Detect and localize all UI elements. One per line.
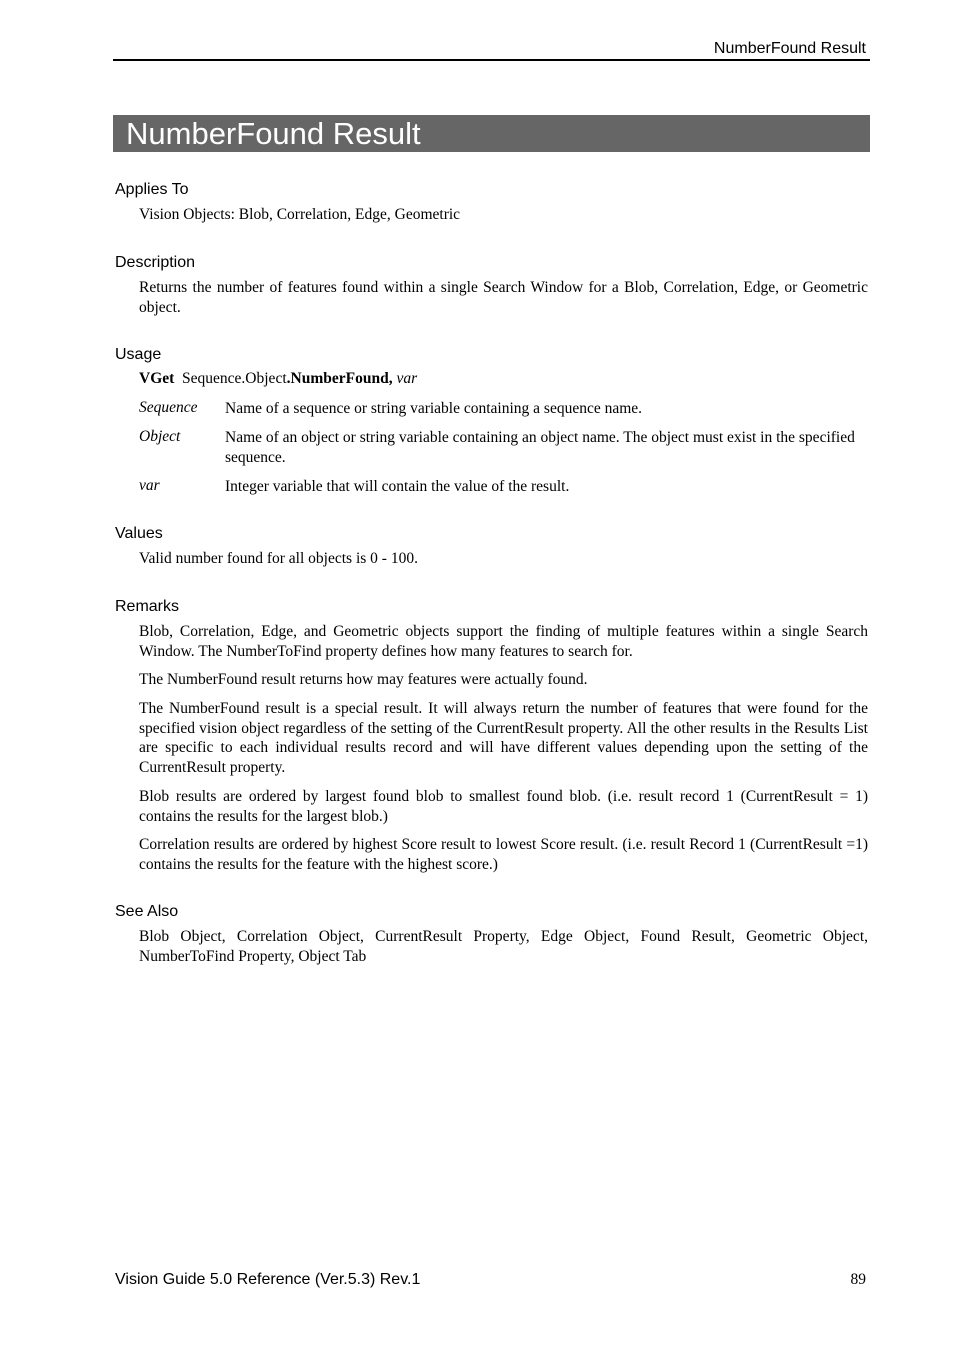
applies-to-text: Vision Objects: Blob, Correlation, Edge, Geometric — [139, 206, 461, 223]
description-heading: Description — [115, 254, 196, 271]
param-name-sequence: Sequence — [139, 399, 198, 416]
see-also-heading: See Also — [115, 903, 179, 920]
remarks-paragraph: Blob results are ordered by largest found blob to smallest found blob. (i.e. result record 1 (CurrentResult = 1) contains the results for the largest blob.) — [139, 788, 868, 825]
usage-heading: Usage — [115, 346, 162, 363]
remarks-heading: Remarks — [115, 598, 180, 615]
running-header: NumberFound Result — [113, 40, 870, 61]
usage-var: var — [396, 370, 418, 387]
usage-property: .NumberFound, — [286, 370, 393, 387]
usage-prefix: Sequence.Object — [182, 370, 287, 387]
values-heading: Values — [115, 525, 163, 542]
remarks-paragraph: Correlation results are ordered by highest Score result to lowest Score result. (i.e. result Record 1 (CurrentResult =1) contains the results for the feature with the highest score.) — [139, 836, 868, 873]
param-name-var: var — [139, 477, 160, 494]
remarks-paragraph: The NumberFound result returns how may features were actually found. — [139, 671, 588, 688]
see-also-text: Blob Object, Correlation Object, CurrentResult Property, Edge Object, Found Result, Geometric Object, NumberToFind Property, Object Tab — [139, 928, 868, 965]
values-text: Valid number found for all objects is 0 - 100. — [139, 550, 418, 567]
page-number: 89 — [850, 1271, 866, 1288]
description-text: Returns the number of features found within a single Search Window for a Blob, Correlation, Edge, or Geometric object. — [139, 279, 868, 316]
param-desc-object: Name of an object or string variable containing an object name. The object must exist in the specified sequence. — [225, 429, 855, 466]
param-name-object: Object — [139, 428, 181, 445]
footer-doc-title: Vision Guide 5.0 Reference (Ver.5.3) Rev.1 — [115, 1271, 421, 1288]
page-title: NumberFound Result — [113, 115, 870, 152]
param-desc-sequence: Name of a sequence or string variable containing a sequence name. — [225, 400, 643, 417]
usage-command: VGet — [139, 370, 175, 387]
param-desc-var: Integer variable that will contain the value of the result. — [225, 478, 570, 495]
usage-syntax — [139, 370, 417, 388]
remarks-paragraph: The NumberFound result is a special result. It will always return the number of features that were found for the specified vision object regardless of the setting of the CurrentResult property. All the other results in the Results List are specific to each individual results record and will have different values depending upon the setting of the CurrentResult property. — [139, 700, 868, 776]
applies-to-heading: Applies To — [115, 181, 189, 198]
remarks-paragraph: Blob, Correlation, Edge, and Geometric objects support the finding of multiple features within a single Search Window. The NumberToFind property defines how many features to search for. — [139, 623, 868, 660]
